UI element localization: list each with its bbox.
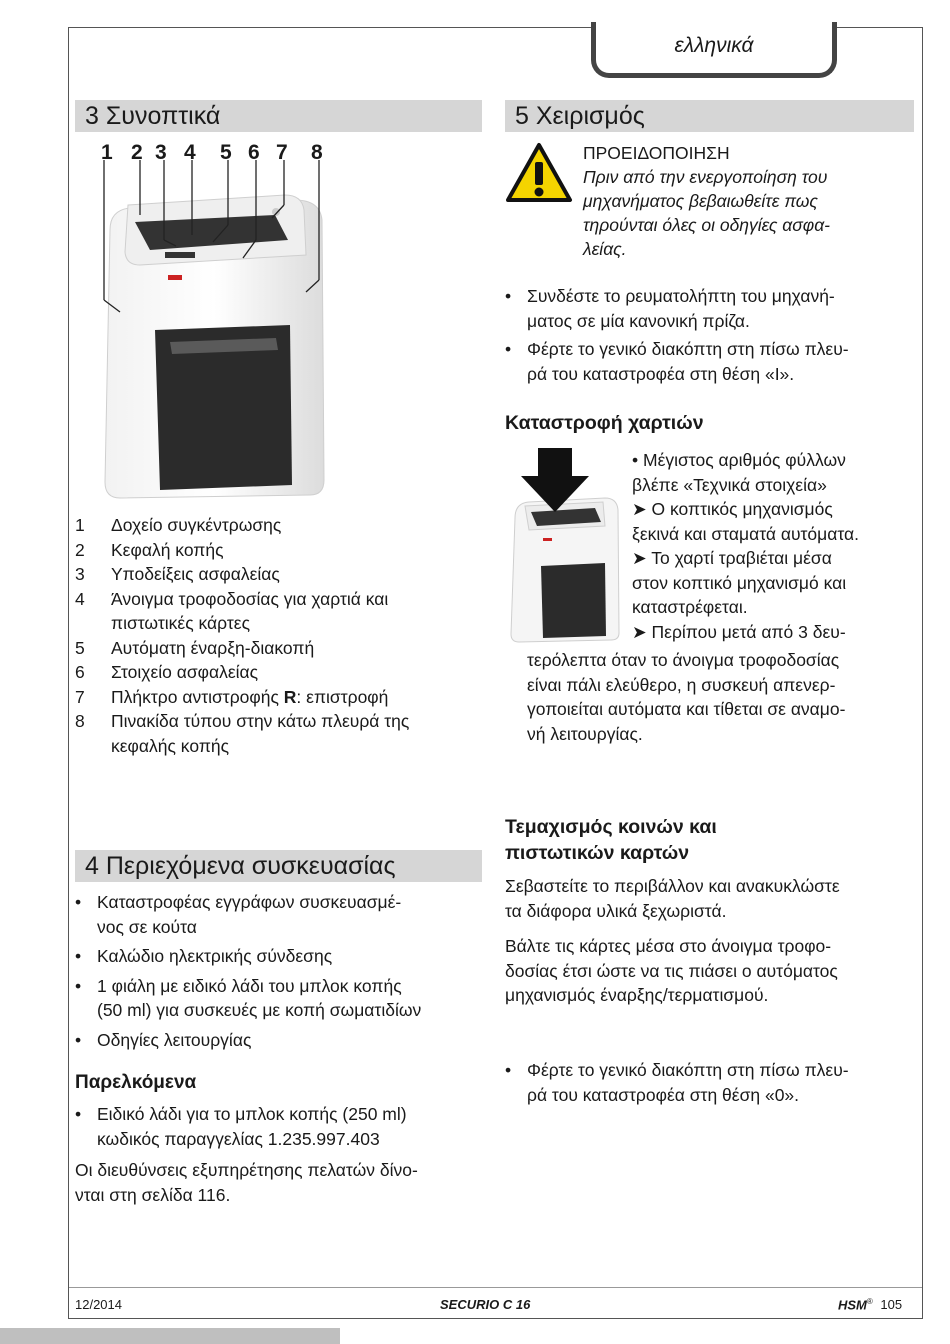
warning-title: ΠΡΟΕΙΔΟΠΟΙΗΣΗ xyxy=(583,143,730,163)
callout-6: 6 xyxy=(248,141,260,164)
parts-item: 8 Πινακίδα τύπου στην κάτω πλευρά της xyxy=(75,711,410,731)
callout-8: 8 xyxy=(311,141,323,164)
parts-item-cont: κεφαλής κοπής xyxy=(111,735,230,756)
list-item: • Φέρτε το γενικό διακόπτη στη πίσω πλευ- ρά του καταστροφέα στη θέση «I». xyxy=(505,337,915,386)
callout-1: 1 xyxy=(101,141,113,164)
cards-instruction: Βάλτε τις κάρτες μέσα στο άνοιγμα τροφο- δοσίας έτσι ώστε να τις πιάσει ο αυτόματος μηχανισμός έναρξης/τερματισμού. xyxy=(505,936,838,1005)
shredder-feed-illustration xyxy=(505,448,625,643)
accessories-heading: Παρελκόμενα xyxy=(75,1072,197,1093)
section-4-title: 4 Περιεχόμενα συσκευασίας xyxy=(75,850,482,882)
switch-off-step xyxy=(505,1058,917,1107)
shredding-heading: Καταστροφή χαρτιών xyxy=(505,412,704,434)
list-item: • 1 φιάλη με ειδικό λάδι του μπλοκ κοπής (50 ml) για συσκευές με κοπή σωματιδίων xyxy=(75,974,495,1023)
callout-2: 2 xyxy=(131,141,143,164)
list-item: • Συνδέστε το ρευματολήπτη του μηχανή- ματος σε μία κανονική πρίζα. xyxy=(505,284,915,333)
recycling-note: Σεβαστείτε το περιβάλλον και ανακυκλώστε τα διάφορα υλικά ξεχωριστά. xyxy=(505,876,840,921)
parts-item: 3 Υποδείξεις ασφαλείας xyxy=(75,564,280,584)
parts-item: 4 Άνοιγμα τροφοδοσίας για χαρτιά και xyxy=(75,588,389,609)
list-item: • Καταστροφέας εγγράφων συσκευασμέ- νος σε κούτα xyxy=(75,890,495,939)
page-number: 105 xyxy=(880,1297,903,1313)
callout-5: 5 xyxy=(220,141,232,164)
hsm-logo-mark xyxy=(168,275,182,280)
hsm-logo: HSM xyxy=(838,1297,867,1313)
service-note: Οι διευθύνσεις εξυπηρέτησης πελατών δίνο- νται στη σελίδα 116. xyxy=(75,1160,418,1205)
parts-item: 6 Στοιχείο ασφαλείας xyxy=(75,662,259,682)
shredder-illustration xyxy=(80,160,350,505)
package-contents-list xyxy=(75,890,495,1052)
language-tab xyxy=(591,22,837,78)
list-item: • Καλώδιο ηλεκτρικής σύνδεσης xyxy=(75,944,495,969)
parts-item-cont: πιστωτικές κάρτες xyxy=(111,613,251,633)
setup-steps xyxy=(505,284,915,386)
shredding-info: • Μέγιστος αριθμός φύλλων βλέπε «Τεχνικά στοιχεία» ➤ Ο κοπτικός μηχανισμός ξεκινά και σταματά αυτόματα. ➤ Το χαρτί τραβιέται μέσα στον κοπτικό μηχανισμό και καταστρέφεται. ➤ Περίπου μετά από 3 δευ- xyxy=(632,450,860,642)
language-label: ελληνικά xyxy=(674,34,754,57)
section-3-title: 3 Συνοπτικά xyxy=(75,100,482,132)
parts-item: 7 Πλήκτρο αντιστροφής R: επιστροφή xyxy=(75,686,389,707)
parts-item: 1 Δοχείο συγκέντρωσης xyxy=(75,515,282,535)
parts-item: 2 Κεφαλή κοπής xyxy=(75,539,224,560)
footer-rule xyxy=(69,1287,922,1288)
footer-brand: HSM® 105 xyxy=(838,1297,903,1313)
footer-date: 12/2014 xyxy=(75,1297,122,1312)
parts-item: 5 Αυτόματη έναρξη-διακοπή xyxy=(75,637,315,658)
list-item: • Οδηγίες λειτουργίας xyxy=(75,1028,495,1053)
accessories-list xyxy=(75,1102,495,1151)
list-item: • Ειδικό λάδι για το μπλοκ κοπής (250 ml) κωδικός παραγγελίας 1.235.997.403 xyxy=(75,1102,495,1151)
bottom-strip xyxy=(0,1328,340,1344)
callout-7: 7 xyxy=(276,141,288,164)
cards-heading: Τεμαχισμός κοινών και πιστωτικών καρτών xyxy=(505,816,717,864)
callout-4: 4 xyxy=(184,141,196,164)
footer-model: SECURIO C 16 xyxy=(440,1297,531,1312)
warning-icon xyxy=(505,142,573,204)
warning-box xyxy=(583,141,913,261)
list-item: • Φέρτε το γενικό διακόπτη στη πίσω πλευ- ρά του καταστροφέα στη θέση «0». xyxy=(505,1058,917,1107)
parts-list xyxy=(75,513,485,758)
callout-3: 3 xyxy=(155,141,167,164)
warning-text: Πριν από την ενεργοποίηση του μηχανήματος βεβαιωθείτε πως τηρούνται όλες οι οδηγίες ασφα- λείας. xyxy=(583,167,830,259)
shredding-info-tail: τερόλεπτα όταν το άνοιγμα τροφοδοσίας είναι πάλι ελεύθερο, η συσκευή απενερ- γοποιείται αυτόματα και τίθεται σε αναμο- νή λειτουργίας. xyxy=(527,650,846,744)
section-5-title: 5 Χειρισμός xyxy=(505,100,914,132)
